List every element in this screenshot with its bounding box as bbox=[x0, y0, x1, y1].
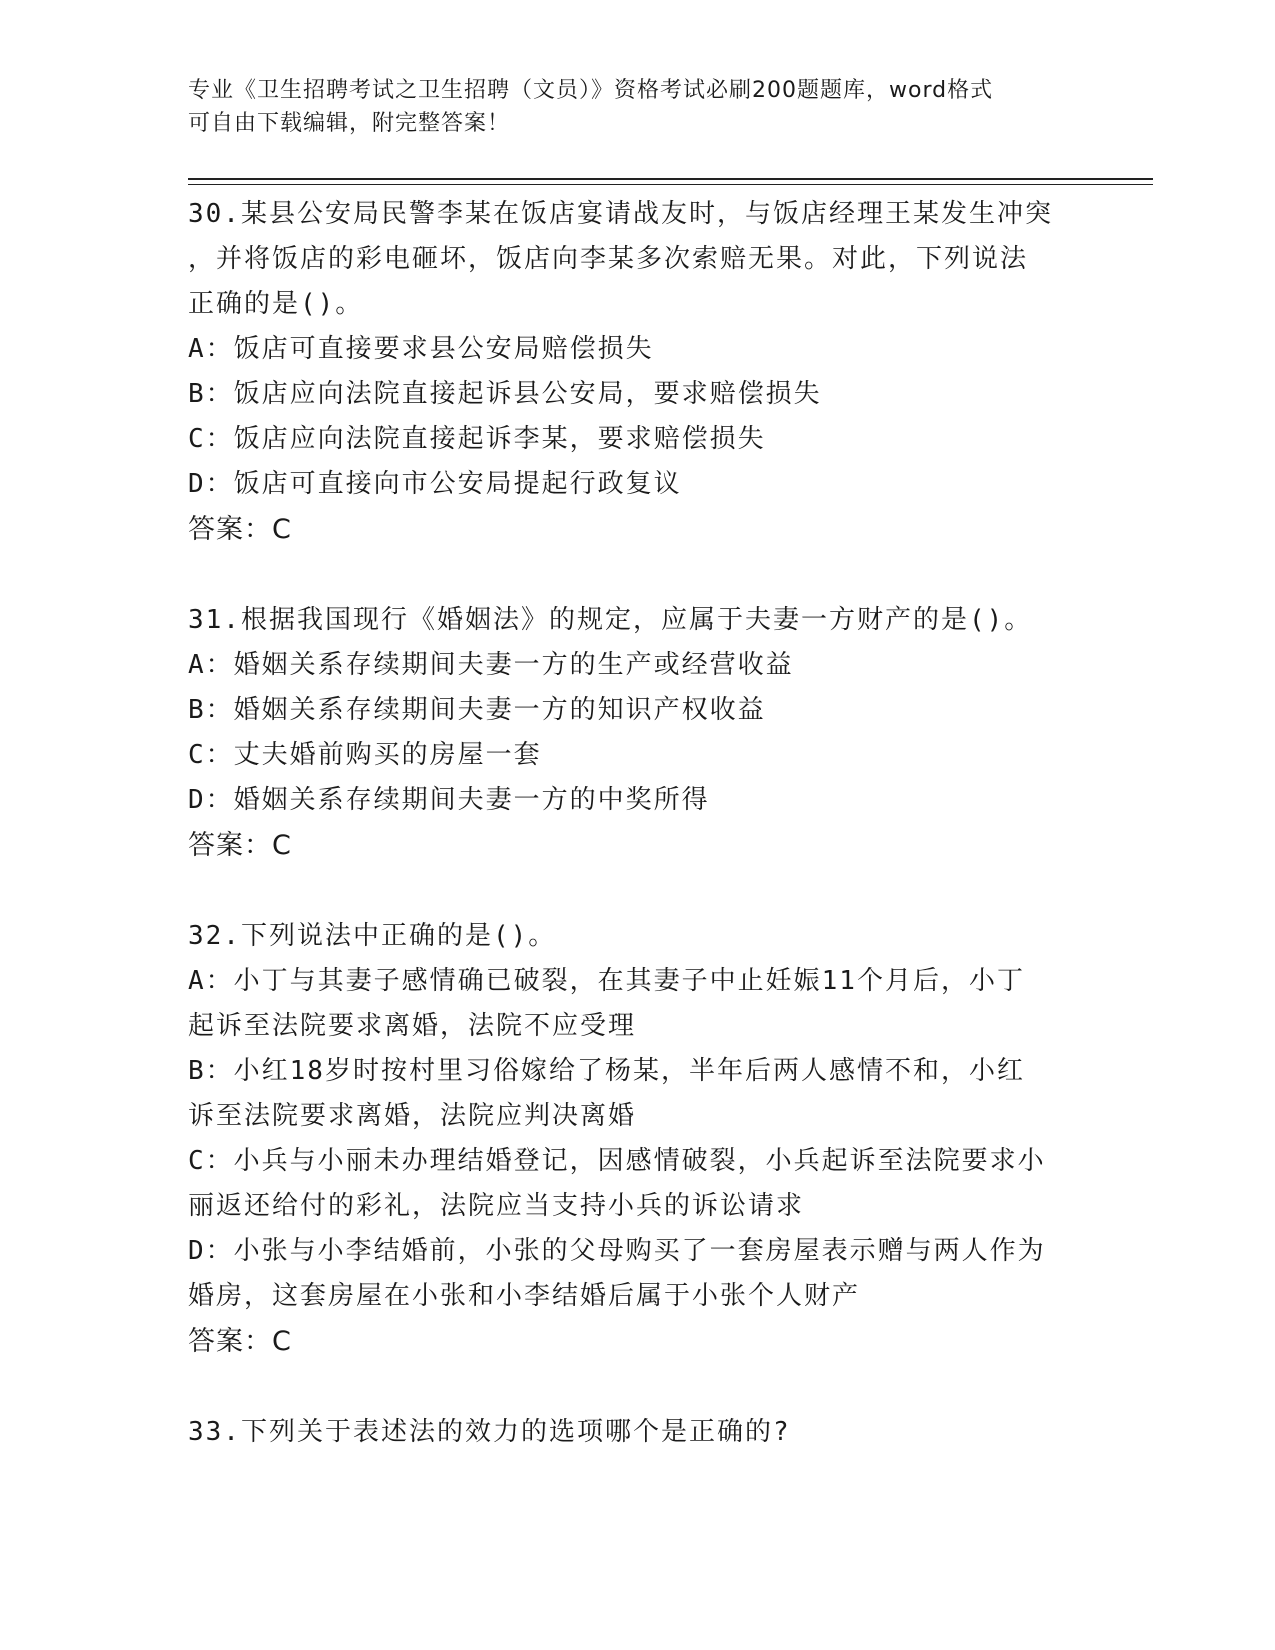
question-stem-line: 32.下列说法中正确的是()。 bbox=[188, 921, 557, 951]
header-divider-thick bbox=[188, 178, 1153, 180]
option-c: C：小兵与小丽未办理结婚登记，因感情破裂，小兵起诉至法院要求小 bbox=[188, 1146, 1046, 1176]
option-b-continued: 诉至法院要求离婚，法院应判决离婚 bbox=[188, 1101, 637, 1131]
question-stem-line: 30.某县公安局民警李某在饭店宴请战友时，与饭店经理王某发生冲突 bbox=[188, 199, 1053, 229]
header-line-2: 可自由下载编辑，附完整答案！ bbox=[188, 111, 511, 136]
option-a: A：婚姻关系存续期间夫妻一方的生产或经营收益 bbox=[188, 650, 794, 680]
option-b: B：饭店应向法院直接起诉县公安局，要求赔偿损失 bbox=[188, 379, 822, 409]
option-b: B：小红18岁时按村里习俗嫁给了杨某，半年后两人感情不和，小红 bbox=[188, 1056, 1025, 1086]
question-stem-line: 31.根据我国现行《婚姻法》的规定，应属于夫妻一方财产的是()。 bbox=[188, 605, 1033, 635]
header-line-1: 专业《卫生招聘考试之卫生招聘（文员）》资格考试必刷200题题库，word格式 bbox=[188, 78, 994, 103]
option-a: A：饭店可直接要求县公安局赔偿损失 bbox=[188, 334, 654, 364]
question-32 bbox=[188, 914, 1108, 1364]
question-stem-line: ，并将饭店的彩电砸坏，饭店向李某多次索赔无果。对此，下列说法 bbox=[188, 244, 1029, 274]
answer: 答案：C bbox=[188, 830, 292, 861]
option-c: C：丈夫婚前购买的房屋一套 bbox=[188, 740, 542, 770]
option-a: A：小丁与其妻子感情确已破裂，在其妻子中止妊娠11个月后，小丁 bbox=[188, 966, 1025, 996]
header-divider-thin bbox=[188, 184, 1153, 185]
document-header bbox=[188, 74, 1088, 140]
option-d-continued: 婚房，这套房屋在小张和小李结婚后属于小张个人财产 bbox=[188, 1281, 861, 1311]
question-31 bbox=[188, 598, 1108, 868]
option-c-continued: 丽返还给付的彩礼，法院应当支持小兵的诉讼请求 bbox=[188, 1191, 805, 1221]
question-33 bbox=[188, 1410, 1108, 1455]
option-d: D：饭店可直接向市公安局提起行政复议 bbox=[188, 469, 682, 499]
answer: 答案：C bbox=[188, 1326, 292, 1357]
question-stem-line: 正确的是()。 bbox=[188, 289, 364, 319]
option-a-continued: 起诉至法院要求离婚，法院不应受理 bbox=[188, 1011, 637, 1041]
question-list bbox=[188, 192, 1108, 1501]
answer: 答案：C bbox=[188, 514, 292, 545]
option-d: D：小张与小李结婚前，小张的父母购买了一套房屋表示赠与两人作为 bbox=[188, 1236, 1046, 1266]
option-d: D：婚姻关系存续期间夫妻一方的中奖所得 bbox=[188, 785, 710, 815]
question-stem-line: 33.下列关于表述法的效力的选项哪个是正确的? bbox=[188, 1417, 791, 1447]
option-b: B：婚姻关系存续期间夫妻一方的知识产权收益 bbox=[188, 695, 766, 725]
question-30 bbox=[188, 192, 1108, 552]
option-c: C：饭店应向法院直接起诉李某，要求赔偿损失 bbox=[188, 424, 766, 454]
